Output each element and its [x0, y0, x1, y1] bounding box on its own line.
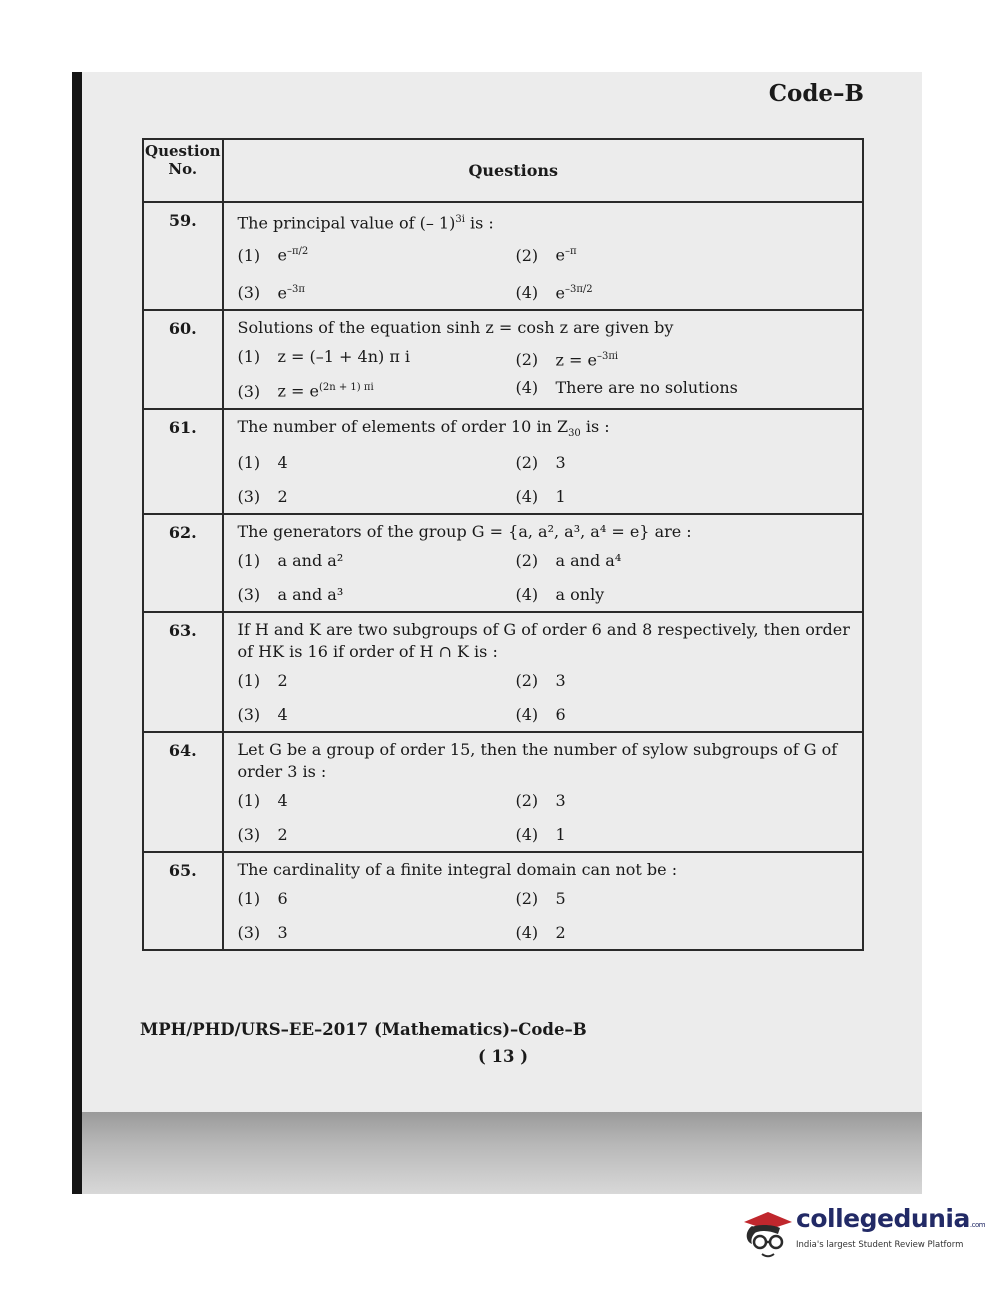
answer-option: (4) There are no solutions [515, 378, 738, 398]
answer-option: (2) a and a⁴ [515, 550, 622, 570]
question-number: 62. [143, 514, 223, 612]
answer-option: (3) $e^{-3\pi}$ [237, 282, 305, 302]
question-row [143, 409, 863, 514]
question-number: 60. [143, 310, 223, 409]
answer-option: (1) 6 [237, 888, 288, 908]
answer-option: (1) a and a² [237, 550, 344, 570]
question-stem: The number of elements of order 10 in $Z_{30}$ is : [237, 416, 610, 439]
answer-option: (3) 3 [237, 922, 288, 942]
answer-option: (1) 4 [237, 790, 288, 810]
options-grid [238, 347, 853, 402]
question-row [143, 852, 863, 950]
table-header [143, 139, 863, 202]
page-number: ( 13 ) [478, 1047, 529, 1066]
collegedunia-tagline: India's largest Student Review Platform [796, 1240, 964, 1250]
question-body [223, 612, 864, 732]
questions-table [142, 138, 864, 951]
answer-option: (2) 3 [515, 670, 566, 690]
options-grid [238, 242, 853, 303]
answer-option: (2) 3 [515, 452, 566, 472]
questions-body [143, 202, 863, 950]
options-grid [238, 551, 853, 605]
answer-option: (1) $e^{-\pi/2}$ [237, 245, 309, 265]
answer-option: (3) a and a³ [237, 584, 344, 604]
answer-option: (4) 1 [515, 486, 566, 506]
options-grid [238, 791, 853, 845]
question-stem: Let G be a group of order 15, then the number of sylow subgroups of G of order 3 is : [237, 739, 838, 781]
question-row [143, 202, 863, 310]
question-stem: The generators of the group G = {a, a², a³, a⁴ = e} are : [237, 521, 692, 541]
header-question-no: Question No. [143, 139, 223, 202]
exam-page [82, 72, 922, 1194]
question-row [143, 732, 863, 852]
question-number: 65. [143, 852, 223, 950]
answer-option: (4) a only [515, 584, 605, 604]
collegedunia-watermark [738, 1196, 986, 1262]
question-stem: Solutions of the equation sinh z = cosh z are given by [237, 317, 674, 337]
question-body [223, 852, 864, 950]
answer-option: (3) $z = e^{(2n + 1) \pi i}$ [237, 381, 374, 401]
question-body [223, 310, 864, 409]
answer-option: (3) 4 [237, 704, 288, 724]
question-stem: If H and K are two subgroups of G of order 6 and 8 respectively, then order of HK is 16 if order of H ∩ K is : [237, 619, 850, 661]
answer-option: (4) 6 [515, 704, 566, 724]
question-row [143, 514, 863, 612]
collegedunia-com: .com [969, 1221, 986, 1229]
question-row [143, 310, 863, 409]
question-number: 63. [143, 612, 223, 732]
question-number: 59. [143, 202, 223, 310]
question-row [143, 612, 863, 732]
options-grid [238, 671, 853, 725]
paper-code: Code–B [768, 80, 864, 107]
answer-option: (1) 2 [237, 670, 288, 690]
answer-option: (2) $z = e^{-3\pi i}$ [515, 350, 619, 370]
question-body [223, 732, 864, 852]
scan-shadow [82, 1112, 922, 1194]
question-number: 61. [143, 409, 223, 514]
question-stem: The cardinality of a finite integral domain can not be : [237, 859, 678, 879]
answer-option: (4) $e^{-3\pi/2}$ [515, 282, 593, 302]
options-grid [238, 889, 853, 943]
answer-option: (1) z = (–1 + 4n) π i [237, 346, 411, 366]
question-body [223, 514, 864, 612]
question-body [223, 409, 864, 514]
scan-left-edge [72, 72, 82, 1194]
answer-option: (2) 3 [515, 790, 566, 810]
answer-option: (3) 2 [237, 824, 288, 844]
answer-option: (2) 5 [515, 888, 566, 908]
answer-option: (3) 2 [237, 486, 288, 506]
answer-option: (4) 2 [515, 922, 566, 942]
answer-option: (4) 1 [515, 824, 566, 844]
collegedunia-wordmark: collegedunia.com [796, 1204, 986, 1233]
answer-option: (2) $e^{-\pi}$ [515, 245, 577, 265]
paper-footer: MPH/PHD/URS–EE–2017 (Mathematics)–Code–B [140, 1020, 587, 1039]
options-grid [238, 453, 853, 507]
question-body [223, 202, 864, 310]
collegedunia-logo-icon [738, 1202, 794, 1258]
answer-option: (1) 4 [237, 452, 288, 472]
question-number: 64. [143, 732, 223, 852]
question-stem: The principal value of (– 1)$^{3i}$ is : [237, 213, 494, 233]
header-questions: Questions [223, 139, 864, 202]
